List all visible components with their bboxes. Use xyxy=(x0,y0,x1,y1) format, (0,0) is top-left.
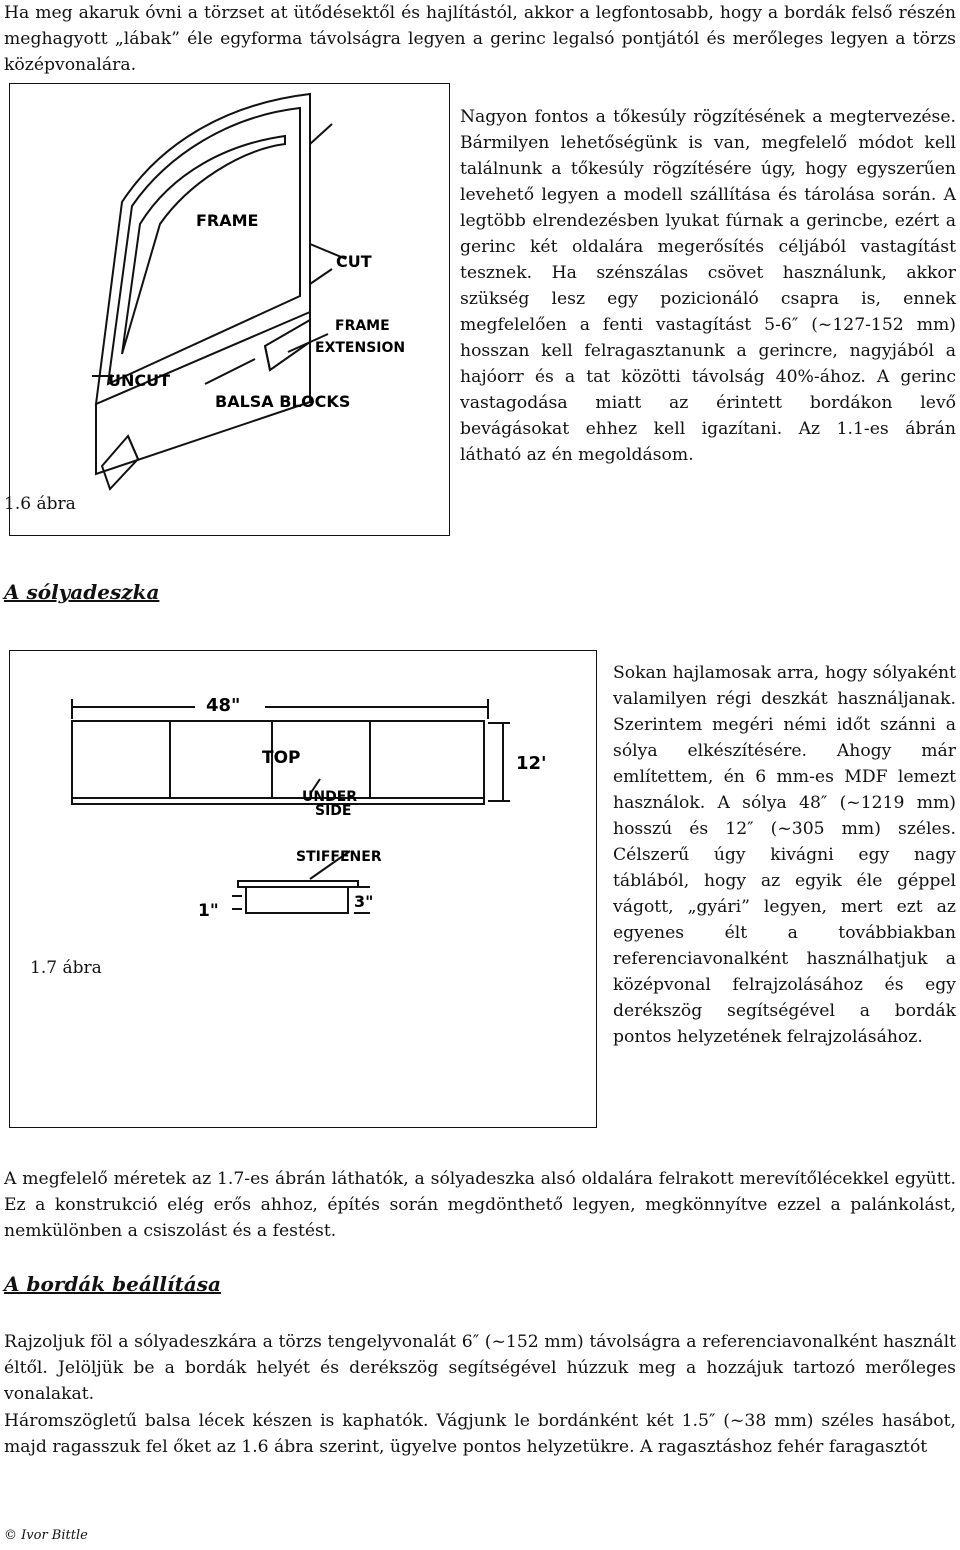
right-paragraph-2: Sokan hajlamosak arra, hogy sólyaként valamilyen régi deszkát használjanak. Szerintem megéri némi időt szánni a sólya elkészítésére. Ahogy már említettem, én 6 mm-es MDF lemezt használok. A sólya 48″ (~1219 mm) hosszú és 12″ (~305 mm) széles. Célszerű úgy kivágni egy nagy táblából, hogy az egyik éle géppel vágott, „gyári” legyen, mert ezt az egyenes élt a továbbiakban referenciavonalként használhatjuk a középvonal felrajzolásához és egy derékszög segítségével a bordák pontos helyzetének felrajzolásához. xyxy=(613,663,956,1047)
figure-1-7 xyxy=(9,650,597,1128)
label-uncut: UNCUT xyxy=(108,371,171,390)
paragraph-5: Háromszögletű balsa lécek készen is kaphatók. Vágjunk le bordánként két 1.5″ (~38 mm) széles hasábot, majd ragasszuk fel őket az 1.6 ábra szerint, ügyelve pontos helyzetükre. A ragasztáshoz fehér faragasztót xyxy=(4,1411,956,1457)
label-balsa-blocks: BALSA BLOCKS xyxy=(215,392,351,411)
frame-drawing xyxy=(10,84,448,534)
label-one-inch: 1" xyxy=(198,901,219,921)
intro-paragraph: Ha meg akaruk óvni a törzset at ütődésektől és hajlítástól, akkor a legfontosabb, hogy a bordák felső részén meghagyott „lábak” éle egyforma távolságra legyen a gerinc legalsó pontjától és merőleges legyen a törzs középvonalára. xyxy=(4,3,956,75)
label-under-1: UNDER xyxy=(302,789,358,805)
paragraph-3: A megfelelő méretek az 1.7-es ábrán láthatók, a sólyadeszka alsó oldalára felrakott merevítőlécekkel együtt. Ez a konstrukció elég erős ahhoz, építés során megdönthető legyen, megkönnyítve ezzel a palánkolást, nemkülönben a csiszolást és a festést. xyxy=(4,1169,956,1241)
right-paragraph-1: Nagyon fontos a tőkesúly rögzítésének a megtervezése. Bármilyen lehetőségünk is van, megfelelő módot kell találnunk a tőkesúly rögzítésére úgy, hogy egyszerűen levehető legyen a modell szállítása és tárolása során. A legtöbb elrendezésben lyukat fúrnak a gerincbe, ezért a gerinc két oldalára megerősítés céljából vastagítást tesznek. Ha szénszálas csövet használunk, akkor szükség lesz egy pozicionáló csapra is, ennek megfelelően a fenti vastagítást 5-6″ (~127-152 mm) hosszan kell felragasztanunk a gerincre, nagyjából a hajóorr és a tat közötti távolság 40%-ához. A gerinc vastagodása miatt az érintett bordákon levő bevágásokat ehhez kell igazítani. Az 1.1-es ábrán látható az én megoldásom. xyxy=(460,107,956,465)
label-frame-extension-2: EXTENSION xyxy=(315,340,406,356)
footer-copyright: © Ivor Bittle xyxy=(4,1528,88,1543)
label-width: 12' xyxy=(516,753,547,774)
paragraph-4: Rajzoljuk föl a sólyadeszkára a törzs tengelyvonalát 6″ (~152 mm) távolságra a referenciavonalként használt éltől. Jelöljük be a bordák helyét és derékszög segítségével húzzuk meg a hozzájuk tartozó merőleges vonalakat. xyxy=(4,1332,956,1404)
section-heading-bordak: A bordák beállítása xyxy=(4,1272,221,1296)
label-three-inch: 3" xyxy=(354,892,374,911)
figure-1-6-caption: 1.6 ábra xyxy=(4,494,76,514)
figure-1-7-caption: 1.7 ábra xyxy=(30,958,102,978)
label-frame: FRAME xyxy=(196,211,259,230)
figure-1-6 xyxy=(9,83,450,536)
label-cut: CUT xyxy=(336,252,372,271)
label-length: 48" xyxy=(206,695,241,716)
label-stiffener: STIFFENER xyxy=(296,849,382,865)
label-top: TOP xyxy=(262,748,301,768)
label-under-2: SIDE xyxy=(315,803,352,819)
label-frame-extension-1: FRAME xyxy=(335,318,390,334)
board-drawing xyxy=(10,651,595,1126)
section-heading-solyadeszka: A sólyadeszka xyxy=(4,580,160,604)
